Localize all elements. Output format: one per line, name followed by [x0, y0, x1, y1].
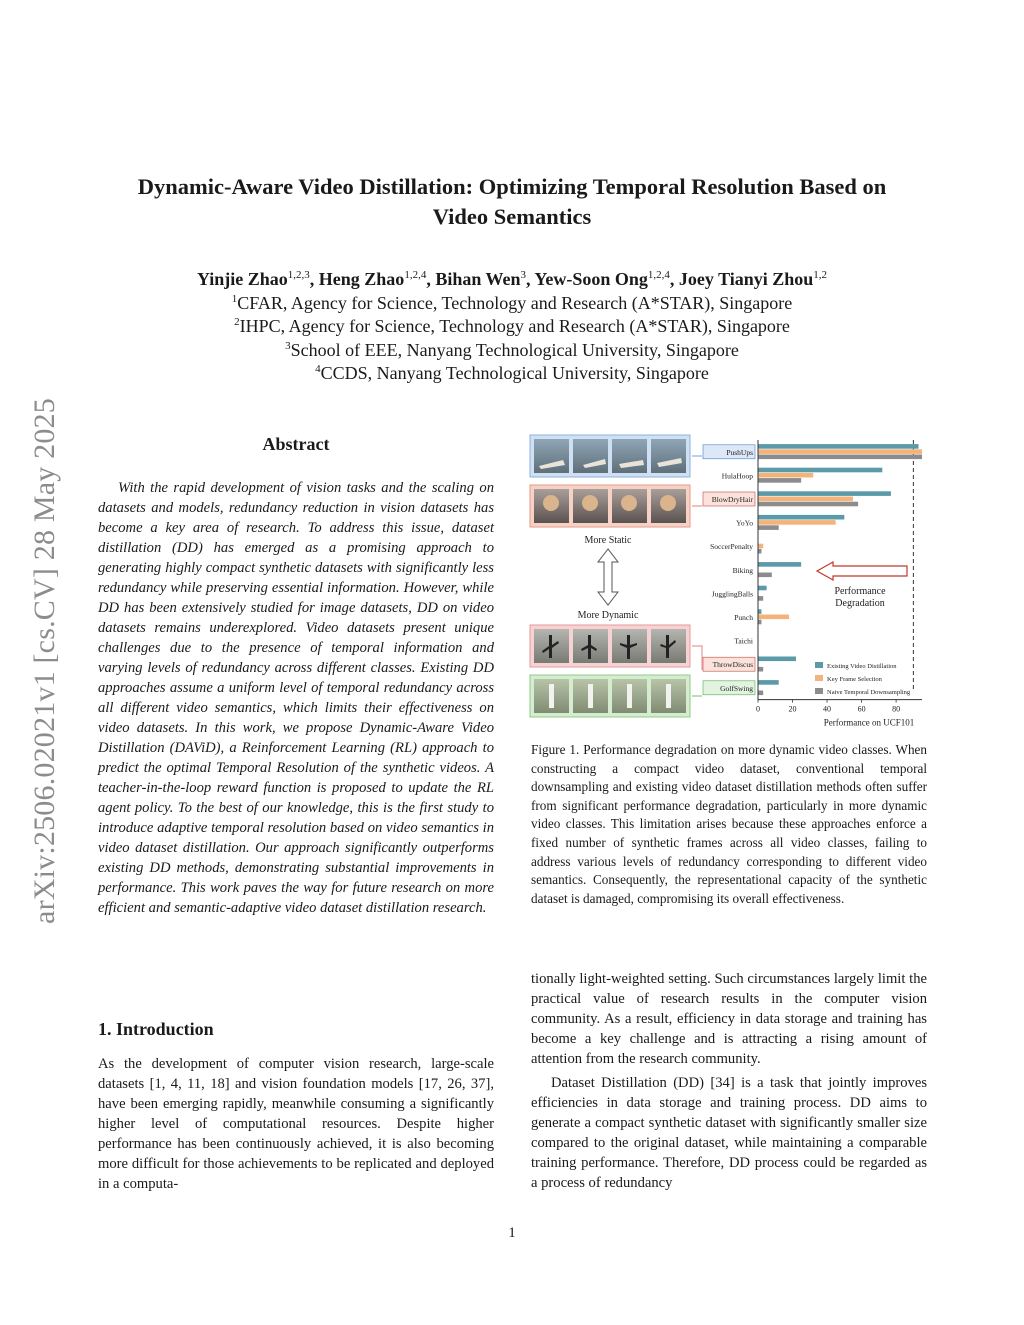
author: Yinjie Zhao: [196, 269, 288, 289]
person-silhouette: [582, 495, 598, 511]
bar-hulahoop-2: [758, 478, 801, 483]
person-silhouette: [549, 684, 554, 708]
author-block: [0, 268, 1024, 386]
video-frame: [573, 439, 608, 473]
bar-punch-1: [758, 615, 789, 620]
category-label-golfswing: GolfSwing: [720, 683, 753, 693]
frames-blowdryhair: [530, 485, 690, 527]
author: Heng Zhao: [318, 269, 405, 289]
intro-paragraph: As the development of computer vision research, large-scale datasets [1, 4, 11, 18] and vision foundation models [17, 26, 37], have been emerging rapidly, meanwhile consuming a significantly higher level of computational resources. Despite higher performance has been continuously achieved, it is also becoming more difficult for those achievements to be replicated and deployed in a computa-: [98, 1056, 494, 1192]
legend-swatch: [815, 675, 823, 681]
category-label-pushups: PushUps: [726, 447, 753, 457]
bar-jugglingballs-0: [758, 586, 767, 591]
x-tick-label: 0: [756, 704, 760, 714]
arxiv-identifier[interactable]: arXiv:2506.02021v1 [cs.CV] 28 May 2025: [28, 398, 61, 924]
category-label-throwdiscus: ThrowDiscus: [712, 660, 753, 670]
category-label-hulahoop: HulaHoop: [721, 471, 753, 481]
degradation-label-line-2: Degradation: [835, 598, 885, 609]
author-sup: 1,2: [813, 269, 828, 281]
chart-legend: [815, 662, 911, 696]
bar-throwdiscus-2: [758, 667, 763, 672]
bar-yoyo-0: [758, 515, 844, 520]
bar-pushups-1: [758, 449, 922, 454]
paper-title: [0, 172, 1024, 232]
bar-yoyo-1: [758, 520, 836, 525]
affiliation-sup: 3: [285, 339, 291, 352]
affiliation-text: CCDS, Nanyang Technological University, Singapore: [320, 363, 709, 383]
author: Joey Tianyi Zhou: [678, 269, 814, 289]
body-paragraph: tionally light-weighted setting. Such circumstances largely limit the practical value of research results in the computer vision community. As a result, efficiency in data storage and training has become a key challenge and is attracting a rising amount of attention from the research community.: [531, 971, 927, 1067]
arxiv-sidebar: [20, 366, 70, 956]
bar-pushups-0: [758, 444, 919, 449]
figure-1: [527, 432, 927, 740]
affiliation: [0, 339, 1024, 363]
annotation-more-static: More Static: [584, 535, 632, 546]
category-label-yoyo: YoYo: [736, 518, 753, 528]
category-label-biking: Biking: [732, 565, 753, 575]
legend-label: Naive Temporal Downsampling: [827, 689, 911, 696]
bar-golfswing-2: [758, 691, 763, 696]
annotation-more-dynamic: More Dynamic: [577, 610, 639, 621]
degradation-arrow-icon: [817, 562, 907, 580]
legend-label: Existing Video Distillation: [827, 663, 897, 670]
bar-blowdryhair-1: [758, 497, 853, 502]
category-label-blowdryhair: BlowDryHair: [711, 495, 753, 504]
bar-jugglingballs-2: [758, 596, 763, 601]
body-paragraph: Dataset Distillation (DD) [34] is a task that jointly improves efficiencies in data storage and training process. DD aims to generate a compact synthetic dataset with significantly smaller size compared to the original dataset, while maintaining a comparable training performance. Therefore, DD process could be regarded as a process of redundancy: [531, 1075, 927, 1191]
bar-pushups-2: [758, 455, 922, 460]
x-axis-label: Performance on UCF101: [823, 717, 915, 728]
frames-golfswing: [530, 675, 690, 717]
person-silhouette: [666, 684, 671, 708]
affiliation: [0, 362, 1024, 386]
person-silhouette: [660, 495, 676, 511]
bar-chart: [703, 440, 922, 728]
degradation-label-line-1: Performance: [834, 586, 886, 597]
legend-swatch: [815, 662, 823, 668]
x-tick-label: 80: [892, 704, 901, 714]
bar-yoyo-2: [758, 525, 779, 530]
connector-arrow-icon: [692, 646, 702, 670]
abstract-heading: Abstract: [262, 434, 330, 454]
bar-hulahoop-1: [758, 473, 813, 478]
frames-throwdiscus: [530, 625, 690, 667]
person-silhouette: [588, 684, 593, 708]
bar-biking-0: [758, 562, 801, 567]
abstract-body: [98, 478, 494, 918]
author-list: Yinjie Zhao$^{1,2,3}$, Heng Zhao$^{1,2,4}$, Bihan Wen$^3$, Yew-Soon Ong$^{1,2,4}$, Joey Tianyi Zhou$^{1,2}$: [196, 269, 828, 289]
person-silhouette: [621, 495, 637, 511]
author: Bihan Wen: [435, 269, 521, 289]
category-label-taichi: Taichi: [734, 636, 753, 646]
x-tick-label: 40: [823, 704, 832, 714]
bar-biking-2: [758, 573, 772, 578]
video-frame: [612, 439, 647, 473]
title-line-2: Video Semantics: [432, 204, 592, 229]
person-silhouette: [627, 684, 632, 708]
right-column-body: [531, 969, 927, 1197]
affiliation: [0, 292, 1024, 316]
intro-body: [98, 1054, 494, 1194]
page-number: 1: [508, 1225, 516, 1241]
bar-soccerpenalty-1: [758, 544, 763, 549]
affiliation-text: IHPC, Agency for Science, Technology and Research (A*STAR), Singapore: [239, 316, 790, 336]
connector-arrows: [692, 456, 702, 696]
author-sup: 3: [520, 269, 527, 281]
author-sup: 1,2,4: [647, 269, 670, 281]
intro-heading: 1. Introduction: [98, 1019, 214, 1039]
double-arrow-icon: [598, 549, 618, 605]
bar-punch-0: [758, 609, 761, 614]
title-line-1: Dynamic-Aware Video Distillation: Optimizing Temporal Resolution Based on: [137, 174, 887, 199]
bar-blowdryhair-0: [758, 491, 891, 496]
affiliation-text: School of EEE, Nanyang Technological University, Singapore: [290, 339, 739, 360]
legend-swatch: [815, 688, 823, 694]
frames-pushups: [530, 435, 690, 477]
category-label-soccerpenalty: SoccerPenalty: [710, 542, 753, 552]
bar-soccerpenalty-2: [758, 549, 761, 554]
author-sup: 1,2,4: [404, 269, 427, 281]
bar-golfswing-0: [758, 680, 779, 685]
affiliation-sup: 1: [231, 292, 238, 305]
bar-blowdryhair-2: [758, 502, 858, 507]
legend-label: Key Frame Selection: [827, 676, 882, 683]
author-sup: 1,2,3: [287, 269, 310, 281]
person-silhouette: [543, 495, 559, 511]
affiliation-sup: 4: [315, 363, 321, 375]
bar-punch-2: [758, 620, 761, 625]
category-label-jugglingballs: JugglingBalls: [711, 589, 753, 599]
x-tick-label: 20: [788, 704, 797, 714]
video-frame: [534, 439, 569, 473]
category-label-punch: Punch: [734, 613, 753, 622]
affiliation: [0, 315, 1024, 339]
affiliation-sup: 2: [234, 316, 240, 328]
video-frame: [651, 439, 686, 473]
figure-caption: [531, 741, 927, 908]
bar-hulahoop-0: [758, 468, 882, 473]
abstract-text: With the rapid development of vision tasks and the scaling on datasets and models, redundancy reduction in vision datasets has become a key area of research. To address this issue, dataset distillation (DD) has emerged as a promising approach to generating highly compact synthetic datasets with significantly less redundancy while preserving essential information. However, while DD has been extensively studied for image datasets, DD on video datasets remains underexplored. Video datasets present unique challenges due to the presence of temporal information and varying levels of redundancy across different classes. Existing DD approaches assume a uniform level of temporal redundancy across all different video semantics, which limits their effectiveness on video datasets. In this work, we propose Dynamic-Aware Video Distillation (DAViD), a Reinforcement Learning (RL) approach to predict the optimal Temporal Resolution of the synthetic videos. A teacher-in-the-loop reward function is proposed to update the RL agent policy. To the best of our knowledge, this is the first study to introduce adaptive temporal resolution based on video semantics in video dataset distillation. Our approach significantly outperforms existing DD methods, demonstrating substantial improvements in performance. This work paves the way for future research on more efficient and semantic-adaptive video dataset distillation research.: [98, 480, 494, 916]
affiliation-text: CFAR, Agency for Science, Technology and Research (A*STAR), Singapore: [237, 292, 793, 313]
author: Yew-Soon Ong: [534, 269, 648, 289]
caption-text: Figure 1. Performance degradation on more dynamic video classes. When constructing a compact video dataset, conventional temporal downsampling and existing video dataset distillation methods often suffer from significant performance degradation, particularly in more dynamic video classes. This limitation arises because these approaches enforce a fixed number of synthetic frames across all video classes, failing to address various levels of redundancy corresponding to different video semantics. Consequently, the representational capacity of the synthetic dataset is damaged, compromising its overall effectiveness.: [531, 742, 927, 906]
bar-throwdiscus-0: [758, 657, 796, 662]
x-tick-label: 60: [857, 704, 866, 714]
